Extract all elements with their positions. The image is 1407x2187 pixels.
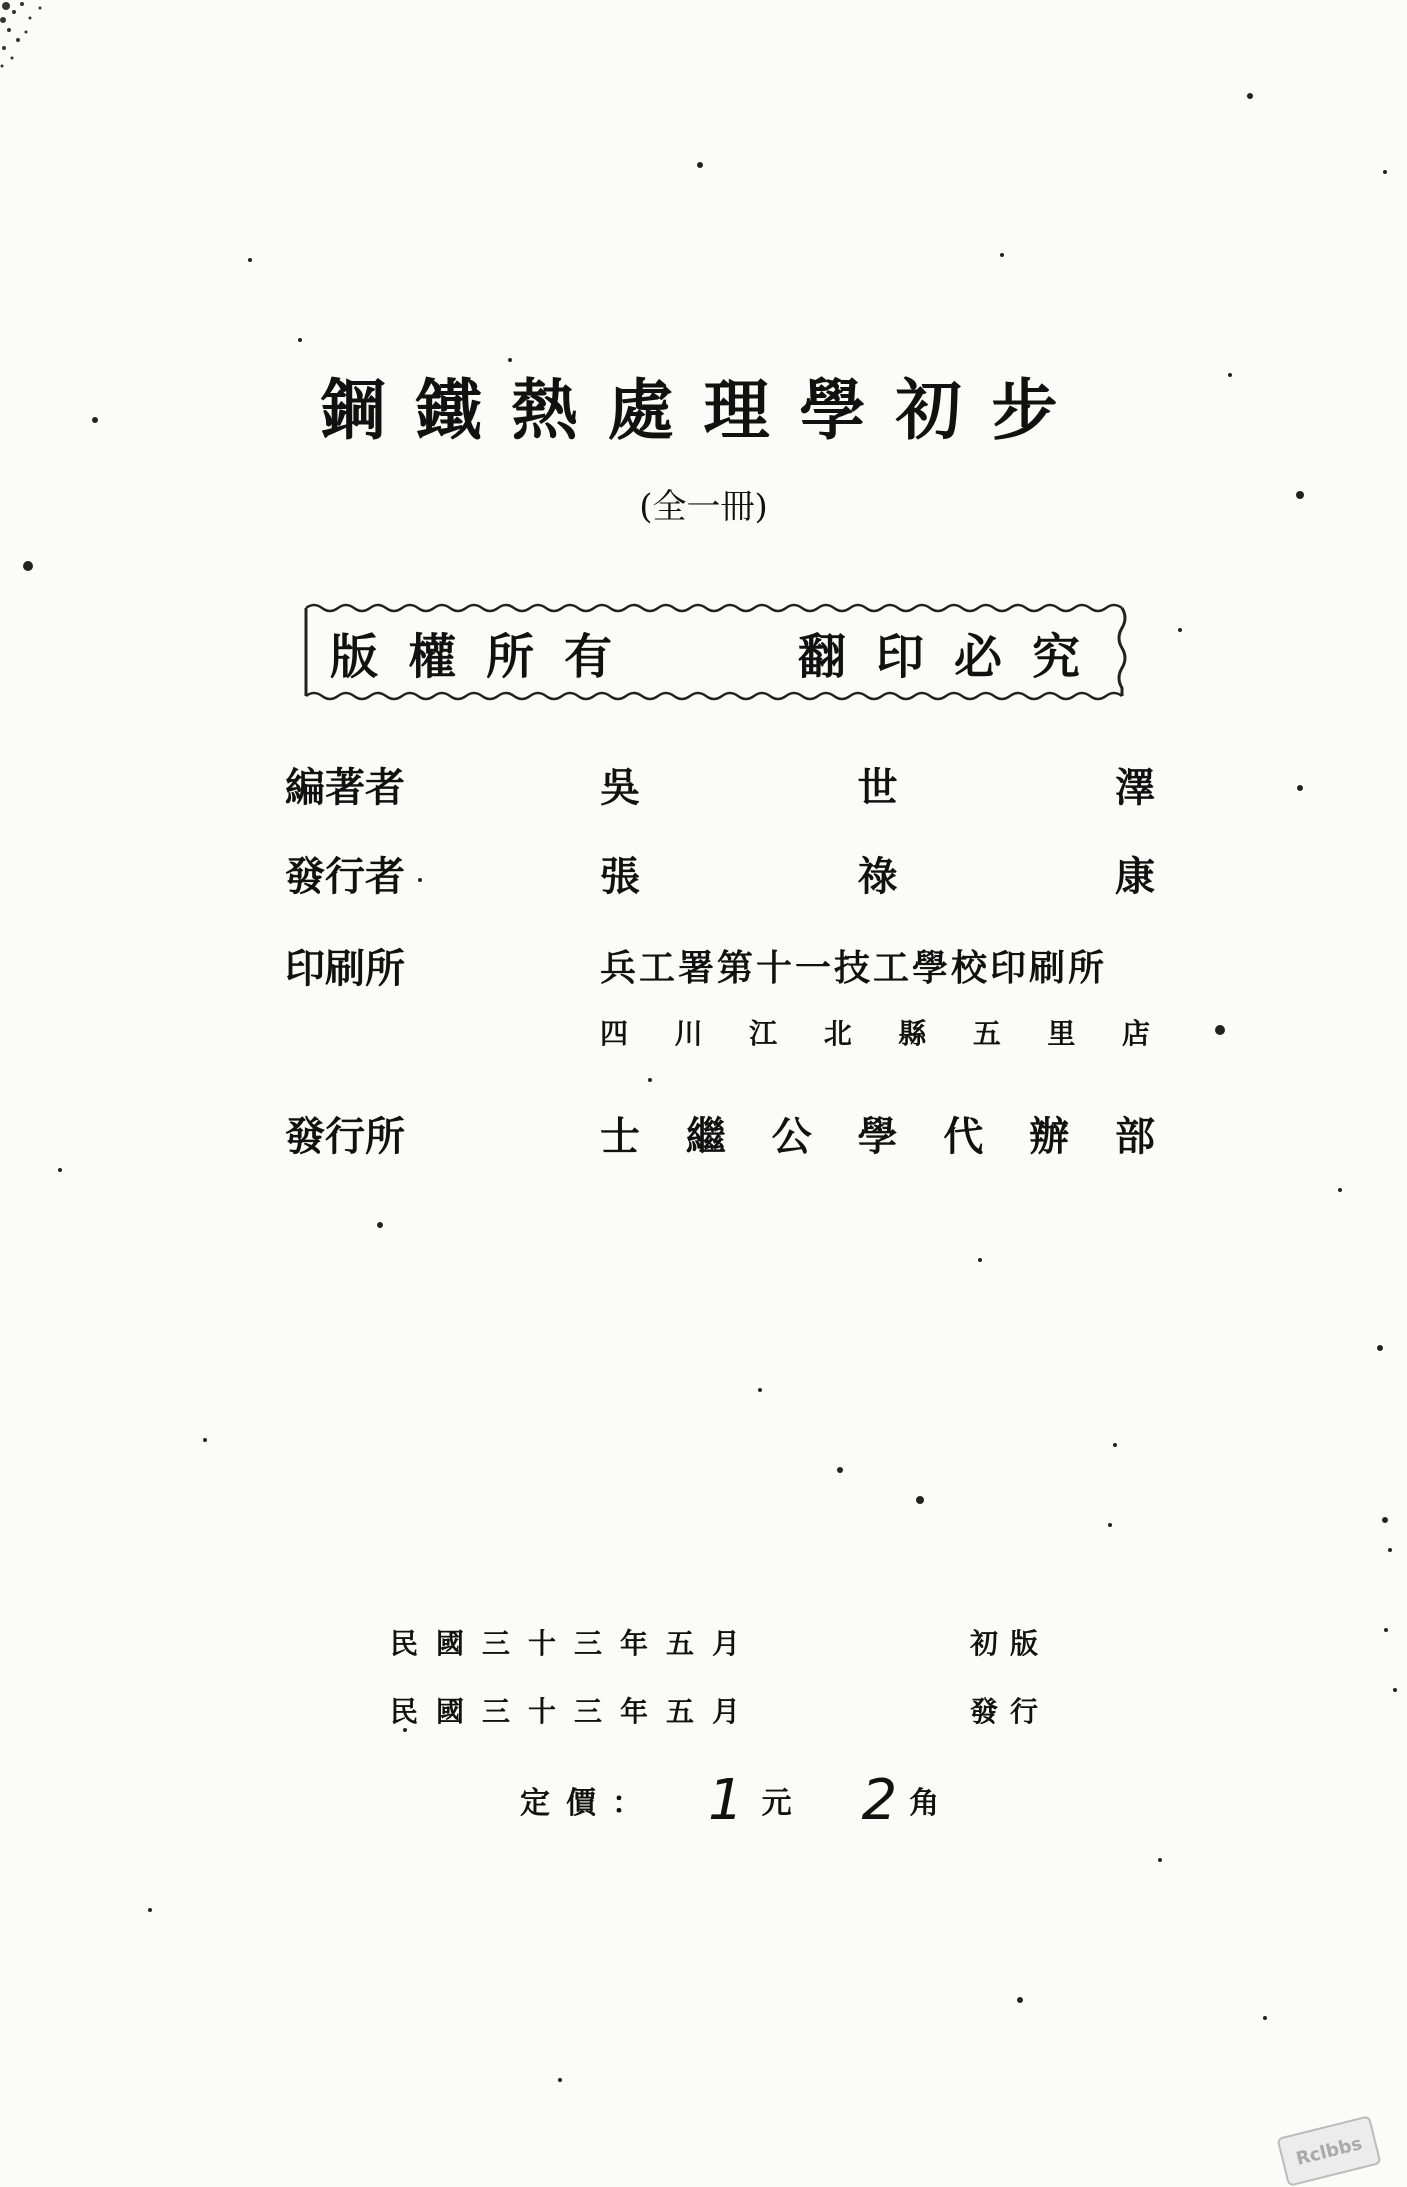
- issue-line: [390, 1688, 1050, 1732]
- distributor-name-char: 學: [857, 1112, 898, 1160]
- price-label: 定價：: [520, 1786, 658, 1821]
- printer-address: [600, 1012, 1150, 1052]
- address-char: 北: [823, 1017, 852, 1050]
- author-name-char: 世: [857, 763, 898, 811]
- first-edition-note: 初版: [969, 1627, 1050, 1660]
- issue-note: 發行: [969, 1695, 1050, 1728]
- price-yuan-unit: 元: [761, 1786, 792, 1821]
- author-label: 編著者: [285, 763, 405, 811]
- publisher-name-char: 康: [1115, 852, 1155, 900]
- distributor-name-char: 公: [771, 1112, 812, 1160]
- distributor-row: [285, 1103, 1155, 1163]
- price-yuan-amount: 1: [708, 1767, 744, 1833]
- publisher-name: [600, 845, 1155, 902]
- distributor-label: 發行所: [285, 1112, 405, 1160]
- distributor-name-char: 辦: [1029, 1112, 1070, 1160]
- address-char: 江: [749, 1017, 778, 1050]
- address-char: 縣: [898, 1017, 927, 1050]
- printer-label: 印刷所: [285, 944, 405, 992]
- address-char: 里: [1047, 1017, 1076, 1050]
- first-edition-line: [390, 1620, 1050, 1664]
- publisher-name-char: 張: [600, 852, 640, 900]
- author-name-char: 澤: [1115, 763, 1155, 811]
- printer-row: [285, 935, 1155, 995]
- copyright-notice: [300, 600, 1130, 704]
- address-char: 四: [600, 1017, 629, 1050]
- publisher-label: 發行者: [285, 852, 405, 900]
- distributor-name-char: 部: [1114, 1112, 1155, 1160]
- address-char: 店: [1121, 1017, 1150, 1050]
- printer-name: [600, 940, 1155, 991]
- price-jiao-amount: 2: [861, 1767, 898, 1833]
- issue-date: 民國三十三年五月: [390, 1695, 759, 1728]
- publisher-name-char: 祿: [857, 852, 898, 900]
- copyright-reserved: 版權所有: [330, 628, 643, 685]
- address-char: 五: [972, 1017, 1001, 1050]
- address-char: 川: [674, 1017, 703, 1050]
- author-name-char: 吳: [600, 763, 640, 811]
- site-watermark: Rclbbs: [1276, 2115, 1381, 2187]
- distributor-name-char: 代: [943, 1112, 984, 1160]
- first-edition-date: 民國三十三年五月: [390, 1627, 759, 1660]
- distributor-name: [600, 1105, 1155, 1162]
- publisher-row: [285, 843, 1155, 903]
- author-row: [285, 754, 1155, 814]
- price-jiao-unit: 角: [909, 1786, 940, 1821]
- printer-name-text: 兵工署第十一技工學校印刷所: [600, 946, 1108, 989]
- author-name: [600, 756, 1155, 813]
- reproduction-prohibited: 翻印必究: [797, 628, 1110, 685]
- distributor-name-char: 士: [600, 1112, 640, 1160]
- price-line: [520, 1767, 940, 1833]
- volume-note: (全一冊): [639, 487, 768, 527]
- book-title: 鋼鐵熱處理學初步: [319, 371, 1088, 449]
- distributor-name-char: 繼: [685, 1112, 726, 1160]
